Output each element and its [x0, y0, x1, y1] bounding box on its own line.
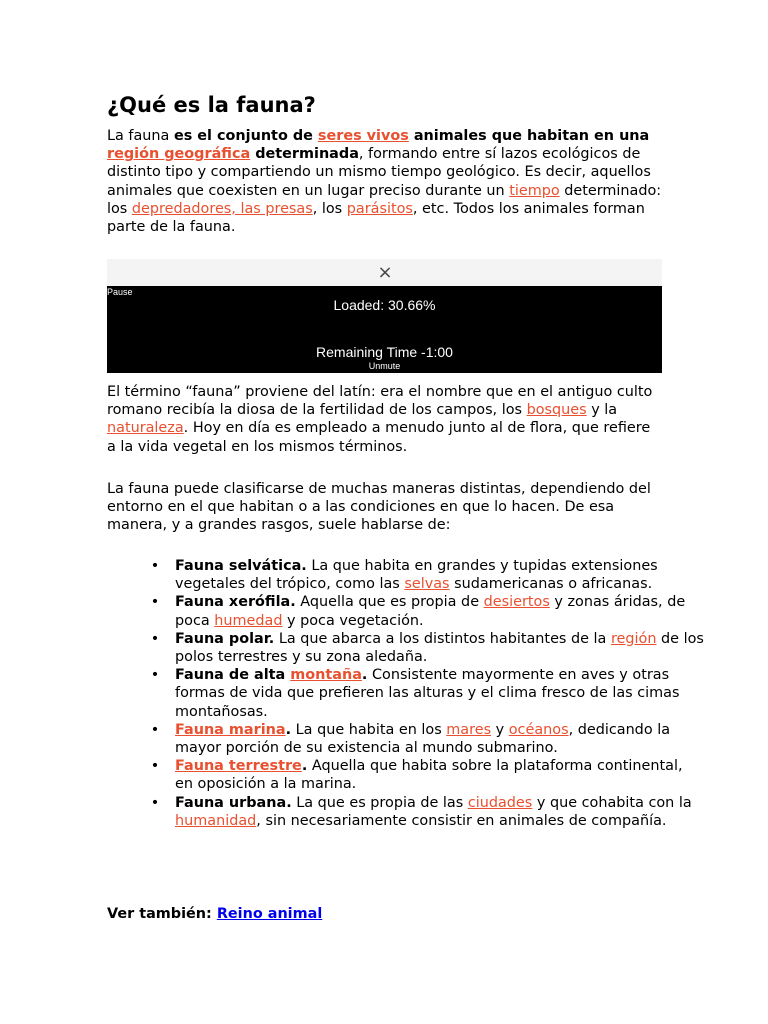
type-text: y [491, 721, 509, 738]
link-humanidad[interactable]: humanidad [175, 812, 257, 829]
intro-text-3: determinado: los [107, 182, 662, 217]
type-text: , sin necesariamente consistir en animales de compañía. [256, 812, 667, 829]
link-reino-animal[interactable]: Reino animal [216, 906, 323, 922]
list-item-polar [150, 630, 705, 666]
classification-intro: La fauna puede clasificarse de muchas maneras distintas, dependiendo del entorno en el que habitan o a las condiciones en que lo hacen. De esa manera, y a grandes rasgos, suele hablarse de: [107, 481, 651, 534]
bullet: • [150, 558, 160, 574]
see-also-label: Ver también: [107, 906, 217, 922]
bullet: • [150, 758, 160, 775]
type-text: sudamericanas o africanas. [449, 576, 653, 593]
type-dot: . [301, 758, 308, 775]
intro-bold-2: animales que habitan en una [408, 128, 650, 144]
link-montana[interactable]: montaña [290, 667, 362, 684]
link-desiertos[interactable]: desiertos [483, 594, 550, 611]
bullet: • [150, 667, 160, 684]
type-text: La que es propia de las [291, 794, 468, 811]
type-dot: . [285, 721, 292, 738]
link-parasitos[interactable]: parásitos [346, 200, 413, 217]
type-name: Fauna selvática. [175, 558, 307, 574]
remaining-time-text: Remaining Time -1:00 [316, 344, 453, 360]
video-area[interactable] [107, 286, 662, 373]
type-dot: . [361, 667, 368, 684]
type-name: Fauna xerófila. [175, 594, 296, 611]
type-text: La que habita en los [291, 721, 447, 738]
link-ciudades[interactable]: ciudades [467, 794, 533, 811]
link-fauna-marina[interactable]: Fauna marina [175, 721, 286, 738]
type-name: Fauna polar. [175, 630, 275, 647]
link-humedad[interactable]: humedad [214, 612, 283, 629]
intro-text-5: , etc. Todos los animales forman parte de la fauna. [107, 200, 645, 236]
link-tiempo[interactable]: tiempo [509, 182, 560, 199]
list-item-urbana [150, 794, 705, 830]
page-title: ¿Qué es la fauna? [107, 93, 316, 117]
intro-bold-3: determinada [250, 146, 359, 163]
link-mares[interactable]: mares [446, 721, 492, 738]
link-region[interactable]: región [610, 630, 657, 647]
type-text: La que abarca a los distintos habitantes de la [274, 630, 611, 647]
link-region-geografica[interactable]: región geográfica [107, 146, 251, 163]
list-item-selvatica [150, 557, 705, 593]
see-also [107, 905, 663, 923]
fauna-types-list [107, 557, 705, 830]
loaded-progress-text: Loaded: 30.66% [333, 297, 436, 313]
player-close-bar [107, 259, 662, 286]
bullet: • [150, 630, 160, 647]
link-fauna-terrestre[interactable]: Fauna terrestre [175, 758, 302, 775]
list-item-alta-montana [150, 666, 705, 721]
link-depredadores[interactable]: depredadores, las presas [131, 200, 313, 217]
link-selvas[interactable]: selvas [404, 576, 450, 593]
etymology-paragraph [107, 383, 663, 456]
bullet: • [150, 594, 160, 611]
type-text: y poca vegetación. [282, 612, 424, 629]
link-naturaleza[interactable]: naturaleza [107, 420, 184, 437]
list-item-terrestre [150, 757, 705, 793]
link-seres-vivos[interactable]: seres vivos [317, 128, 409, 144]
type-text: Aquella que habita sobre la plataforma continental, en oposición a la marina. [175, 758, 683, 793]
etymology-text-1: El término “fauna” proviene del latín: era el nombre que en el antiguo culto romano recibía la diosa de la fertilidad de los campos, los [107, 384, 653, 419]
bullet: • [150, 721, 160, 738]
intro-text-4: , los [312, 200, 347, 217]
etymology-text-2: y la [586, 402, 618, 419]
type-text: Consistente mayormente en aves y otras formas de vida que prefieren las alturas y el clima fresco de las cimas montañosas. [175, 667, 680, 720]
close-icon[interactable]: × [377, 262, 393, 283]
link-oceanos[interactable]: océanos [508, 721, 569, 738]
type-text: y que cohabita con la [532, 794, 692, 811]
intro-paragraph [107, 127, 663, 236]
type-text: de los polos terrestres y su zona aledaña. [175, 630, 704, 666]
type-name: Fauna urbana. [175, 794, 292, 811]
type-text: Aquella que es propia de [295, 594, 484, 611]
type-text: y zonas áridas, de poca [175, 594, 686, 629]
pause-button[interactable]: Pause [107, 287, 133, 297]
list-item-xerofila [150, 593, 705, 629]
intro-text-1: La fauna [107, 128, 174, 144]
type-text: La que habita en grandes y tupidas extensiones vegetales del trópico, como las [175, 558, 658, 593]
video-player [107, 259, 662, 373]
etymology-text-3: . Hoy en día es empleado a menudo junto al de flora, que refiere a la vida vegetal en los mismos términos. [107, 420, 651, 455]
intro-bold-1: es el conjunto de [173, 128, 318, 144]
type-name: Fauna de alta [175, 667, 291, 684]
list-item-marina [150, 721, 705, 757]
bullet: • [150, 794, 160, 811]
intro-text-2: , formando entre sí lazos ecológicos de distinto tipo y compartiendo un mismo tiempo geológico. Es decir, aquellos animales que coexisten en un lugar preciso durante un [107, 146, 651, 199]
type-text: , dedicando la mayor porción de su existencia al mundo submarino. [175, 721, 671, 757]
link-bosques[interactable]: bosques [526, 402, 587, 419]
unmute-button[interactable]: Unmute [368, 361, 401, 371]
